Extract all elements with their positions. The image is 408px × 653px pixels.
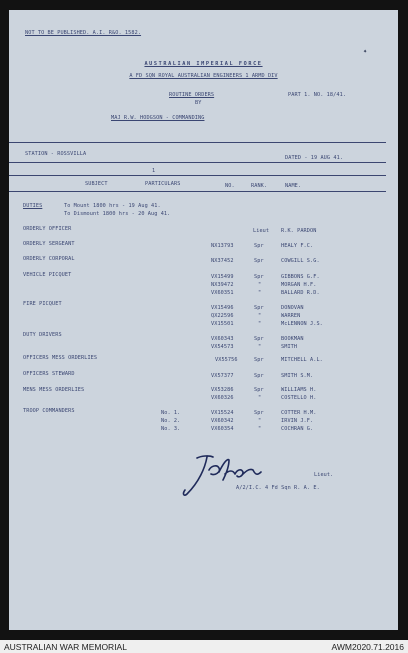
row-rank: " (258, 313, 262, 319)
row-subject: TROOP COMMANDERS (23, 408, 75, 414)
row-number: VX15499 (211, 274, 234, 280)
row-name: COWGILL S.G. (281, 258, 320, 264)
row-rank: Spr (254, 357, 264, 363)
handwritten-signature (179, 450, 269, 500)
row-subject: ORDERLY CORPORAL (23, 256, 75, 262)
row-rank: Spr (254, 258, 264, 264)
row-number: VX54573 (211, 344, 234, 350)
row-number: NX37452 (211, 258, 234, 264)
by-label: BY (195, 100, 202, 106)
row-name: BALLARD R.D. (281, 290, 320, 296)
column-header-name: NAME. (285, 183, 302, 189)
row-rank: Spr (254, 410, 264, 416)
row-rank: Spr (254, 243, 264, 249)
row-subject: OFFICERS MESS ORDERLIES (23, 355, 98, 361)
row-rank: " (258, 418, 262, 424)
row-particulars: No. 1. (161, 410, 181, 416)
row-subject: ORDERLY OFFICER (23, 226, 72, 232)
row-rank: " (258, 395, 262, 401)
row-number: VX15501 (211, 321, 234, 327)
row-subject: OFFICERS STEWARD (23, 371, 75, 377)
row-rank: Lieut (253, 228, 270, 234)
row-name: HEALY F.C. (281, 243, 314, 249)
row-name: SMITH (281, 344, 298, 350)
item-number: 1 (152, 168, 156, 174)
row-subject: DUTY DRIVERS (23, 332, 62, 338)
row-number: VX60326 (211, 395, 234, 401)
row-subject: FIRE PICQUET (23, 301, 62, 307)
row-name: MITCHELL A.L. (281, 357, 323, 363)
orders-title: ROUTINE ORDERS (169, 92, 215, 98)
row-particulars: No. 2. (161, 418, 181, 424)
row-name: IRVIN J.F. (281, 418, 314, 424)
divider-rule (9, 191, 386, 192)
row-number: VX15524 (211, 410, 234, 416)
divider-rule (9, 142, 386, 143)
row-name: COTTER H.M. (281, 410, 317, 416)
row-rank: " (258, 290, 262, 296)
divider-rule (9, 162, 386, 163)
row-name: R.K. PARDON (281, 228, 317, 234)
row-rank: " (258, 282, 262, 288)
row-number: VX60343 (211, 336, 234, 342)
row-subject: VEHICLE PICQUET (23, 272, 72, 278)
row-number: VX60342 (211, 418, 234, 424)
duties-label: DUTIES (23, 203, 43, 209)
column-header-subject: SUBJECT (85, 181, 108, 187)
row-number: VX57377 (211, 373, 234, 379)
column-header-particulars: PARTICULARS (145, 181, 181, 187)
row-rank: Spr (254, 274, 264, 280)
row-particulars: No. 3. (161, 426, 181, 432)
column-header-rank: RANK. (251, 183, 268, 189)
row-rank: Spr (254, 387, 264, 393)
row-name: BOOKMAN (281, 336, 304, 342)
row-number: QX22596 (211, 313, 234, 319)
restriction-note: NOT TO BE PUBLISHED. A.I. R&O. 1582. (25, 30, 142, 36)
footer-accession-number: AWM2020.71.2016 (331, 642, 404, 652)
row-name: COSTELLO H. (281, 395, 317, 401)
row-number: VX55756 (215, 357, 238, 363)
row-rank: Spr (254, 373, 264, 379)
duties-dismount: To Dismount 1800 hrs - 20 Aug 41. (64, 211, 171, 217)
row-name: COCHRAN G. (281, 426, 314, 432)
station: STATION - ROSSVILLA (25, 151, 87, 157)
document-page (9, 10, 398, 630)
row-number: NX39472 (211, 282, 234, 288)
row-subject: MENS MESS ORDERLIES (23, 387, 85, 393)
row-name: WILLIAMS H. (281, 387, 317, 393)
part-number: PART 1. NO. 18/41. (288, 92, 347, 98)
column-header-no: NO. (225, 183, 235, 189)
signatory-appointment: A/2/I.C. 4 Fd Sqn R. A. E. (236, 485, 320, 491)
signatory-rank: Lieut. (314, 472, 334, 478)
row-name: McLENNON J.S. (281, 321, 323, 327)
row-name: DONOVAN (281, 305, 304, 311)
row-rank: Spr (254, 336, 264, 342)
row-name: SMITH S.M. (281, 373, 314, 379)
row-subject: ORDERLY SERGEANT (23, 241, 75, 247)
row-name: GIBBONS G.F. (281, 274, 320, 280)
row-number: VX53286 (211, 387, 234, 393)
row-rank: " (258, 321, 262, 327)
row-name: MORGAN H.F. (281, 282, 317, 288)
unit-title: A FD SQN ROYAL AUSTRALIAN ENGINEERS 1 ARMD DIV (129, 73, 278, 79)
divider-rule (9, 175, 386, 176)
row-rank: Spr (254, 305, 264, 311)
row-number: VX60354 (211, 426, 234, 432)
row-rank: " (258, 344, 262, 350)
row-number: VX60351 (211, 290, 234, 296)
force-title: AUSTRALIAN IMPERIAL FORCE (144, 61, 263, 67)
row-name: WARREN (281, 313, 301, 319)
commander-line: MAJ R.W. HODGSON - COMMANDING (111, 115, 205, 121)
row-number: NX13793 (211, 243, 234, 249)
duties-mount: To Mount 1800 hrs - 19 Aug 41. (64, 203, 161, 209)
row-rank: " (258, 426, 262, 432)
footer-institution: AUSTRALIAN WAR MEMORIAL (4, 642, 127, 652)
row-number: VX15496 (211, 305, 234, 311)
punch-hole-icon: ✦ (363, 47, 368, 55)
dated: DATED - 19 AUG 41. (285, 155, 344, 161)
